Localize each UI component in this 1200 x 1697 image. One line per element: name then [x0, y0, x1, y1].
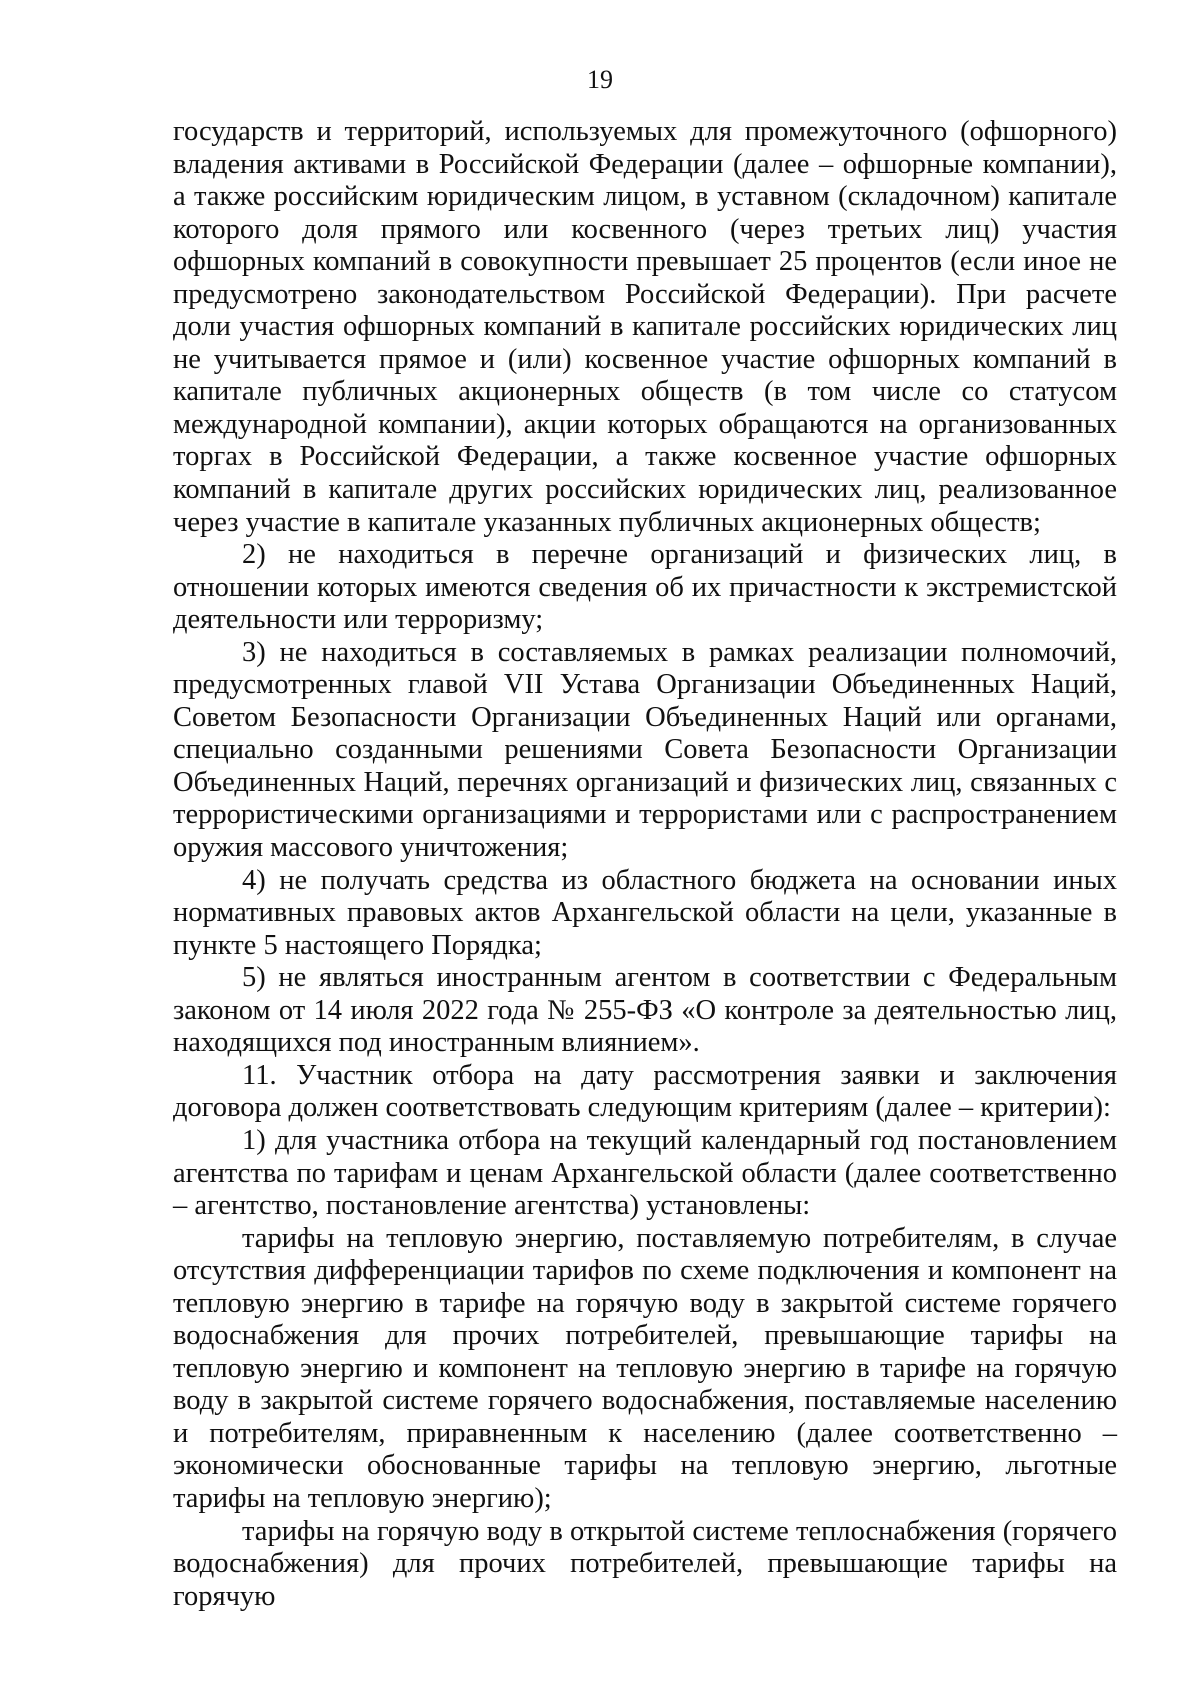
paragraph-hot-water-tariffs: тарифы на горячую воду в открытой системе теплоснабжения (горячего водоснабжения) для прочих потребителей, превышающие тарифы на горячую [173, 1515, 1117, 1612]
paragraph-item-3: 3) не находиться в составляемых в рамках реализации полномочий, предусмотренных главой VII Устава Организации Объединенных Наций, Советом Безопасности Организации Объединенных Наций или органами, специально созданными решениями Совета Безопасности Организации Объединенных Наций, перечнях организаций и физических лиц, связанных с террористическими организациями и террористами или с распространением оружия массового уничтожения; [173, 636, 1117, 864]
document-body [173, 116, 1117, 1613]
paragraph-point-11: 11. Участник отбора на дату рассмотрения заявки и заключения договора должен соответствовать следующим критериям (далее – критерии): [173, 1059, 1117, 1124]
paragraph-item-2: 2) не находиться в перечне организаций и физических лиц, в отношении которых имеются сведения об их причастности к экстремистской деятельности или терроризму; [173, 539, 1117, 636]
paragraph-criterion-1: 1) для участника отбора на текущий календарный год постановлением агентства по тарифам и ценам Архангельской области (далее соответственно – агентство, постановление агентства) установлены: [173, 1124, 1117, 1222]
paragraph-item-4: 4) не получать средства из областного бюджета на основании иных нормативных правовых актов Архангельской области на цели, указанные в пункте 5 настоящего Порядка; [173, 864, 1117, 961]
page-number: 19 [587, 65, 613, 94]
paragraph-item-5: 5) не являться иностранным агентом в соответствии с Федеральным законом от 14 июля 2022 года № 255-ФЗ «О контроле за деятельностью лиц, находящихся под иностранным влиянием». [173, 962, 1117, 1059]
paragraph-offshore-companies: государств и территорий, используемых для промежуточного (офшорного) владения активами в Российской Федерации (далее – офшорные компании), а также российским юридическим лицом, в уставном (складочном) капитале которого доля прямого или косвенного (через третьих лиц) участия офшорных компаний в совокупности превышает 25 процентов (если иное не предусмотрено законодательством Российской Федерации). При расчете доли участия офшорных компаний в капитале российских юридических лиц не учитывается прямое и (или) косвенное участие офшорных компаний в капитале публичных акционерных обществ (в том числе со статусом международной компании), акции которых обращаются на организованных торгах в Российской Федерации, а также косвенное участие офшорных компаний в капитале других российских юридических лиц, реализованное через участие в капитале указанных публичных акционерных обществ; [173, 116, 1117, 538]
paragraph-heat-tariffs: тарифы на тепловую энергию, поставляемую потребителям, в случае отсутствия дифференциации тарифов по схеме подключения и компонент на тепловую энергию в тарифе на горячую воду в закрытой системе горячего водоснабжения для прочих потребителей, превышающие тарифы на тепловую энергию и компонент на тепловую энергию в тарифе на горячую воду в закрытой системе горячего водоснабжения, поставляемые населению и потребителям, приравненным к населению (далее соответственно – экономически обоснованные тарифы на тепловую энергию, льготные тарифы на тепловую энергию); [173, 1222, 1117, 1514]
